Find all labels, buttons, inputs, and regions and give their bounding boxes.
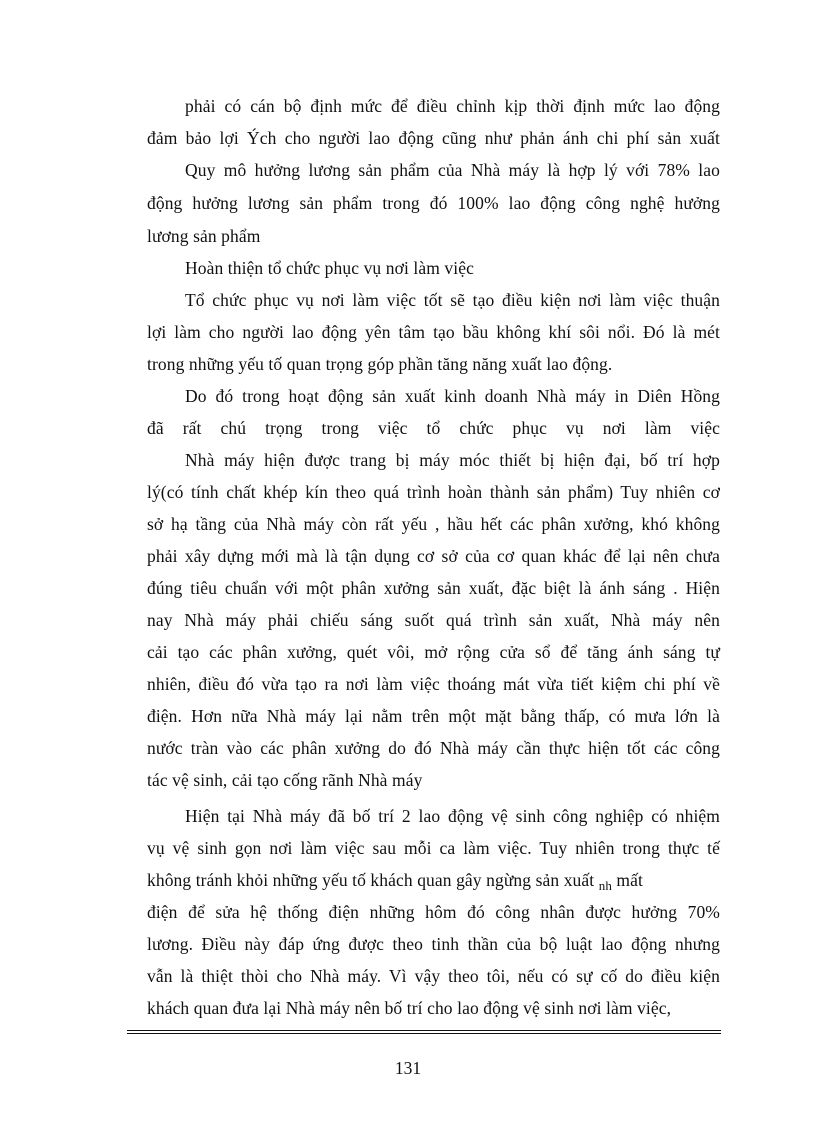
text-line: phải xây dựng mới mà là tận dụng cơ sở của cơ quan khác để lại nên chưa: [147, 546, 720, 566]
text-line: vẫn là thiệt thòi cho Nhà máy. Vì vậy theo tôi, nếu có sự cố do điều kiện: [147, 966, 720, 986]
text-line: Do đó trong hoạt động sản xuất kinh doanh Nhà máy in Diên Hồng: [185, 386, 720, 406]
text-line: [147, 870, 643, 892]
text-line: lý(có tính chất khép kín theo quá trình hoàn thành sản phẩm) Tuy nhiên cơ: [147, 482, 720, 502]
text-line: sở hạ tầng của Nhà máy còn rất yếu , hầu hết các phân xưởng, khó không: [147, 514, 720, 534]
footer-rule: [127, 1033, 721, 1034]
text-line: nước tràn vào các phân xưởng do đó Nhà máy cần thực hiện tốt các công: [147, 738, 720, 758]
text-line: trong những yếu tố quan trọng góp phần tăng năng xuất lao động.: [147, 354, 613, 374]
text-line: vụ vệ sinh gọn nơi làm việc sau mỗi ca làm việc. Tuy nhiên trong thực tế: [147, 838, 720, 858]
text-line: Tổ chức phục vụ nơi làm việc tốt sẽ tạo điều kiện nơi làm việc thuận: [185, 290, 720, 310]
text-line: lợi làm cho người lao động yên tâm tạo bầu không khí sôi nổi. Đó là mét: [147, 322, 720, 342]
text-line: Hiện tại Nhà máy đã bố trí 2 lao động vệ sinh công nghiệp có nhiệm: [185, 806, 720, 826]
text-fragment: mất: [616, 870, 643, 890]
text-line: Hoàn thiện tổ chức phục vụ nơi làm việc: [185, 258, 474, 278]
text-line: nay Nhà máy phải chiếu sáng suốt quá trình sản xuất, Nhà máy nên: [147, 610, 720, 630]
text-fragment: nh: [598, 878, 612, 893]
text-line: lương sản phẩm: [147, 226, 261, 246]
text-line: đã rất chú trọng trong việc tổ chức phục vụ nơi làm việc: [147, 418, 720, 438]
text-line: Nhà máy hiện được trang bị máy móc thiết bị hiện đại, bố trí hợp: [185, 450, 720, 470]
text-line: tác vệ sinh, cải tạo cống rãnh Nhà máy: [147, 770, 423, 790]
text-line: phải có cán bộ định mức để điều chỉnh kịp thời định mức lao động: [185, 96, 720, 116]
page-number: 131: [394, 1058, 422, 1078]
text-line: nhiên, điều đó vừa tạo ra nơi làm việc thoáng mát vừa tiết kiệm chi phí về: [147, 674, 720, 694]
text-line: động hưởng lương sản phẩm trong đó 100% lao động công nghệ hưởng: [147, 193, 720, 213]
text-line: điện để sửa hệ thống điện những hôm đó công nhân được hưởng 70%: [147, 902, 720, 922]
text-line: Quy mô hưởng lương sản phẩm của Nhà máy là hợp lý với 78% lao: [185, 160, 720, 180]
footer-rule: [127, 1030, 721, 1031]
text-line: lương. Điều này đáp ứng được theo tinh thần của bộ luật lao động nhưng: [147, 934, 720, 954]
text-line: cải tạo các phân xưởng, quét vôi, mở rộng cửa sổ để tăng ánh sáng tự: [147, 642, 720, 662]
text-line: đảm bảo lợi Ých cho người lao động cũng như phản ánh chi phí sản xuất: [147, 128, 720, 148]
text-line: đúng tiêu chuẩn với một phân xưởng sản xuất, đặc biệt là ánh sáng . Hiện: [147, 578, 720, 598]
text-line: khách quan đưa lại Nhà máy nên bố trí cho lao động vệ sinh nơi làm việc,: [147, 998, 672, 1018]
text-line: điện. Hơn nữa Nhà máy lại nằm trên một mặt bằng thấp, có mưa lớn là: [147, 706, 720, 726]
text-fragment: không tránh khỏi những yếu tố khách quan gây ngừng sản xuất: [147, 870, 595, 890]
